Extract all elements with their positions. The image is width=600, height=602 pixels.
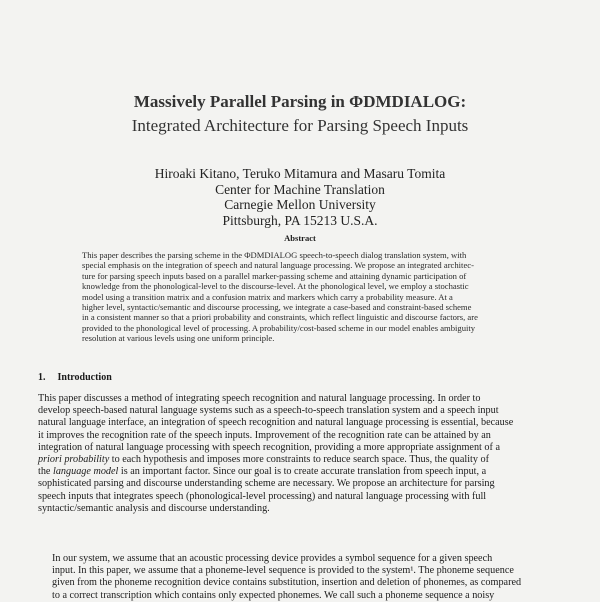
- body-line: This paper discusses a method of integrating speech recognition and natural language processing. In order to: [38, 393, 481, 404]
- abstract-line: ture for parsing speech inputs based on a parallel marker-passing scheme and attaining dynamic participation of: [82, 270, 467, 281]
- body-line: In our system, we assume that an acoustic processing device provides a symbol sequence for a given speech: [52, 553, 493, 564]
- section-title: Introduction: [57, 372, 112, 383]
- abstract-heading: Abstract: [284, 233, 316, 243]
- affiliation: Center for Machine Translation: [215, 181, 385, 197]
- body-line: [38, 466, 568, 478]
- paper-title-line2: Integrated Architecture for Parsing Speech Inputs: [131, 116, 469, 135]
- body-line: natural language interface, an integration of speech recognition and natural language processing is essential, because: [38, 417, 514, 429]
- address: Pittsburgh, PA 15213 U.S.A.: [222, 212, 378, 228]
- university: Carnegie Mellon University: [224, 197, 376, 212]
- paper-title-line1: Massively Parallel Parsing in ΦDMDIALOG:: [133, 92, 467, 111]
- italic-term: priori probability: [38, 454, 110, 466]
- italic-term: language model: [53, 466, 119, 478]
- abstract-line: knowledge from the phonological-level to the discourse-level. At the phonological level, we employ a stochastic: [82, 281, 469, 292]
- body-line: sophisticated parsing and discourse understanding scheme are necessary. We propose an architecture for parsing: [38, 478, 495, 490]
- abstract-line: resolution at various levels using one uniform principle.: [82, 333, 275, 344]
- body-text: to each hypothesis and imposes more constraints to reduce search space. Thus, the quality of: [109, 454, 489, 466]
- abstract-line: provided to the phonological level of processing. A probability/cost-based scheme in our model enables ambiguity: [82, 322, 476, 333]
- body-line: input. In this paper, we assume that a phoneme-level sequence is provided to the system¹. The phoneme sequence: [52, 565, 514, 577]
- abstract-line: higher level, syntactic/semantic and discourse processing, we integrate a case-based and constraint-based scheme: [82, 302, 472, 313]
- author-names: Hiroaki Kitano, Teruko Mitamura and Masaru Tomita: [154, 166, 446, 181]
- author-block: [100, 166, 500, 228]
- abstract-line: model using a transition matrix and a confusion matrix and markers which carry a probability measure. At a: [82, 291, 453, 302]
- body-line: syntactic/semantic analysis and discourse understanding.: [38, 502, 270, 514]
- body-line: develop speech-based natural language systems such as a speech-to-speech translation system and a speech input: [38, 405, 499, 417]
- intro-paragraph-1: [38, 393, 568, 515]
- section-heading: [38, 372, 112, 383]
- body-text: the: [38, 466, 53, 478]
- abstract-line: This paper describes the parsing scheme in the ΦDMDIALOG speech-to-speech dialog translation system, with: [82, 250, 467, 260]
- section-number: 1.: [38, 372, 46, 383]
- body-line: [38, 454, 568, 466]
- body-text: is an important factor. Since our goal is to create accurate translation from speech input, a: [118, 466, 487, 478]
- body-line: integration of natural language processing with speech recognition, providing a more appropriate assignment of a: [38, 441, 500, 453]
- abstract-line: special emphasis on the integration of speech and natural language processing. We propose an integrated architec-: [82, 260, 474, 271]
- body-line: speech inputs that integrates speech (phonological-level processing) and natural language processing with full: [38, 490, 487, 502]
- abstract-body: [82, 250, 540, 344]
- intro-paragraph-2: [38, 553, 568, 602]
- abstract-line: in a consistent manner so that a priori probability and constraints, which reflect linguistic and discourse factors, are: [82, 312, 478, 323]
- body-line: given from the phoneme recognition device contains substitution, insertion and deletion of phonemes, as compared: [52, 577, 522, 589]
- body-line: to a correct transcription which contains only expected phonemes. We call such a phoneme sequence a noisy: [52, 589, 495, 601]
- body-line: it improves the recognition rate of the speech inputs. Improvement of the recognition rate can be attained by an: [38, 429, 491, 441]
